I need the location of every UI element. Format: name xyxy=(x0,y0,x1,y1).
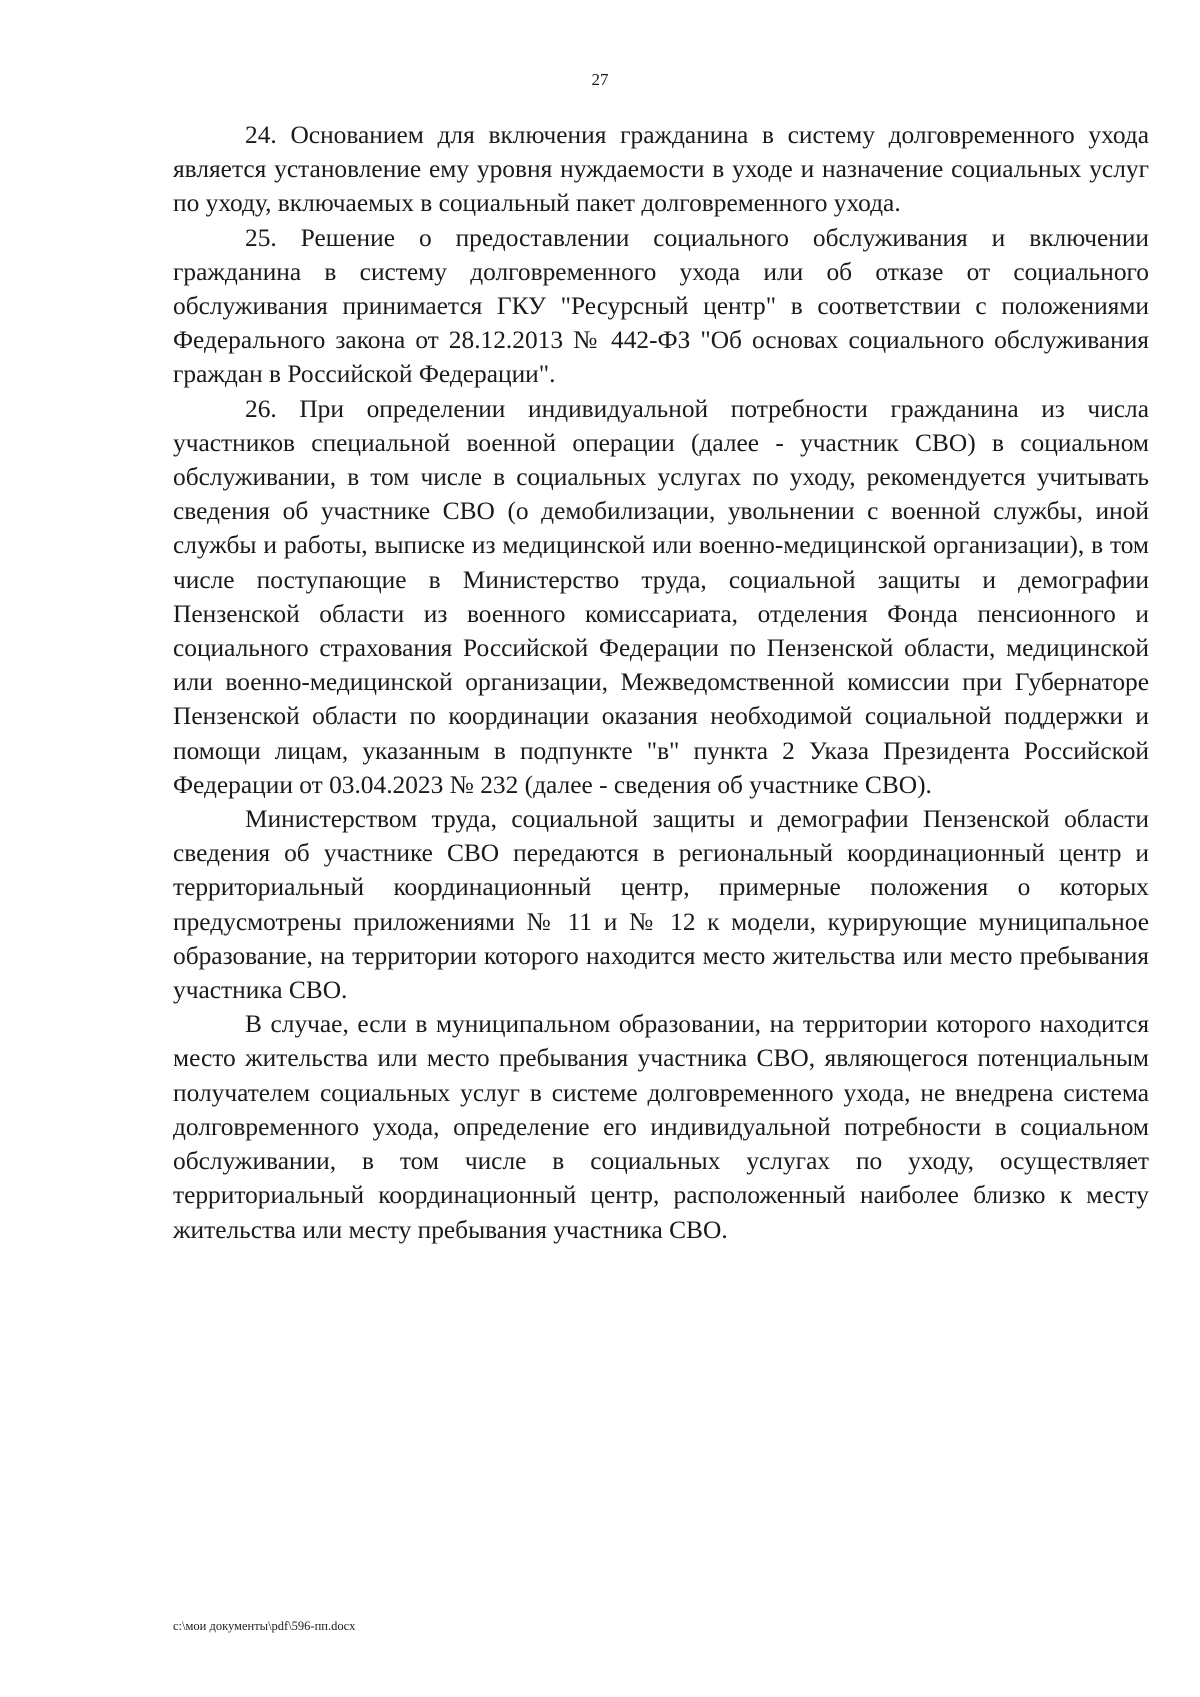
paragraph-ministry-transfer: Министерством труда, социальной защиты и демографии Пензенской области сведения об участнике СВО передаются в региональный координационный центр и территориальный координационный центр, примерные положения о которых предусмотрены приложениями № 11 и № 12 к модели, курирующие муниципальное образование, на территории которого находится место жительства или место пребывания участника СВО. xyxy=(173,805,1149,1005)
paragraph-25: 25. Решение о предоставлении социального обслуживания и включении гражданина в систему долговременного ухода или об отказе от социального обслуживания принимается ГКУ "Ресурсный центр" в соответствии с положениями Федерального закона от 28.12.2013 № 442-ФЗ "Об основах социального обслуживания граждан в Российской Федерации". xyxy=(173,223,1149,389)
paragraph-24: 24. Основанием для включения гражданина в систему долговременного ухода является установление ему уровня нуждаемости в уходе и назначение социальных услуг по уходу, включаемых в социальный пакет долговременного ухода. xyxy=(173,121,1149,218)
page-number: 27 xyxy=(591,70,609,89)
paragraph-26: 26. При определении индивидуальной потребности гражданина из числа участников специальной военной операции (далее - участник СВО) в социальном обслуживании, в том числе в социальных услугах по уходу, рекомендуется учитывать сведения об участнике СВО (о демобилизации, увольнении с военной службы, иной службы и работы, выписке из медицинской или военно-медицинской организации), в том числе поступающие в Министерство труда, социальной защиты и демографии Пензенской области из военного комиссариата, отделения Фонда пенсионного и социального страхования Российской Федерации по Пензенской области, медицинской или военно-медицинской организации, Межведомственной комиссии при Губернаторе Пензенской области по координации оказания необходимой социальной поддержки и помощи лицам, указанным в подпункте "в" пункта 2 Указа Президента Российской Федерации от 03.04.2023 № 232 (далее - сведения об участнике СВО). xyxy=(173,394,1149,799)
paragraph-municipal-case: В случае, если в муниципальном образовании, на территории которого находится место жительства или место пребывания участника СВО, являющегося потенциальным получателем социальных услуг в системе долговременного ухода, не внедрена система долговременного ухода, определение его индивидуальной потребности в социальном обслуживании, в том числе в социальных услугах по уходу, осуществляет территориальный координационный центр, расположенный наиболее близко к месту жительства или месту пребывания участника СВО. xyxy=(173,1010,1149,1244)
document-body xyxy=(173,118,1149,1247)
footer-file-path: c:\мои документы\pdf\596-пп.docx xyxy=(173,1619,356,1633)
